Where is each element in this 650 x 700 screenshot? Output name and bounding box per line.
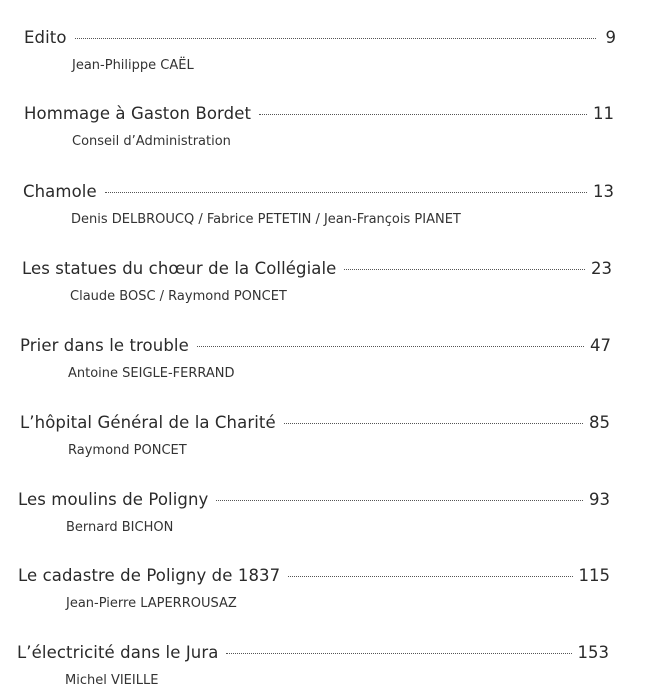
toc-entry-line	[17, 643, 609, 669]
entry-author: Antoine SEIGLE-FERRAND	[68, 366, 235, 381]
page-number: 23	[591, 259, 612, 278]
entry-title: Les statues du chœur de la Collégiale	[22, 259, 337, 278]
toc-entry-line	[18, 566, 610, 592]
toc-entry	[23, 182, 614, 238]
entry-author: Raymond PONCET	[68, 443, 187, 458]
entry-title: Le cadastre de Poligny de 1837	[18, 566, 281, 585]
entry-title: Prier dans le trouble	[20, 336, 189, 355]
toc-entry-line	[23, 182, 614, 208]
dot-leader	[75, 38, 596, 39]
dot-leader	[288, 576, 572, 577]
dot-leader	[216, 500, 583, 501]
toc-entry-line	[22, 259, 612, 285]
toc-entry	[24, 28, 616, 84]
entry-title: L’électricité dans le Jura	[17, 643, 219, 662]
toc-entry-line	[24, 104, 614, 130]
toc-entry	[17, 643, 609, 699]
toc-entry	[18, 490, 610, 546]
page-number: 47	[590, 336, 611, 355]
entry-title: Les moulins de Poligny	[18, 490, 209, 509]
page-number: 153	[577, 643, 609, 662]
toc-entry	[20, 413, 610, 469]
entry-author: Denis DELBROUCQ / Fabrice PETETIN / Jean-François PIANET	[71, 212, 461, 227]
toc-entry	[18, 566, 610, 622]
entry-title: L’hôpital Général de la Charité	[20, 413, 276, 432]
entry-title: Hommage à Gaston Bordet	[24, 104, 252, 123]
toc-entry-line	[18, 490, 610, 516]
entry-author: Bernard BICHON	[66, 520, 174, 535]
toc-entry-line	[20, 413, 610, 439]
toc-entry	[22, 259, 612, 315]
toc-entry-line	[24, 28, 616, 54]
page-number: 9	[605, 28, 616, 47]
page-number: 93	[589, 490, 610, 509]
toc-entry	[24, 104, 614, 160]
entry-title: Edito	[24, 28, 67, 47]
toc-entry	[20, 336, 611, 392]
page-number: 115	[578, 566, 610, 585]
entry-author: Jean-Pierre LAPERROUSAZ	[66, 596, 237, 611]
dot-leader	[226, 653, 571, 654]
page-number: 13	[593, 182, 614, 201]
entry-title: Chamole	[23, 182, 97, 201]
page-number: 11	[593, 104, 614, 123]
entry-author: Michel VIEILLE	[65, 673, 159, 688]
entry-author: Claude BOSC / Raymond PONCET	[70, 289, 287, 304]
dot-leader	[284, 423, 583, 424]
dot-leader	[259, 114, 587, 115]
entry-author: Jean-Philippe CAËL	[72, 58, 194, 73]
toc-entry-line	[20, 336, 611, 362]
entry-author: Conseil d’Administration	[72, 134, 231, 149]
page-number: 85	[589, 413, 610, 432]
dot-leader	[105, 192, 587, 193]
dot-leader	[197, 346, 584, 347]
dot-leader	[344, 269, 585, 270]
